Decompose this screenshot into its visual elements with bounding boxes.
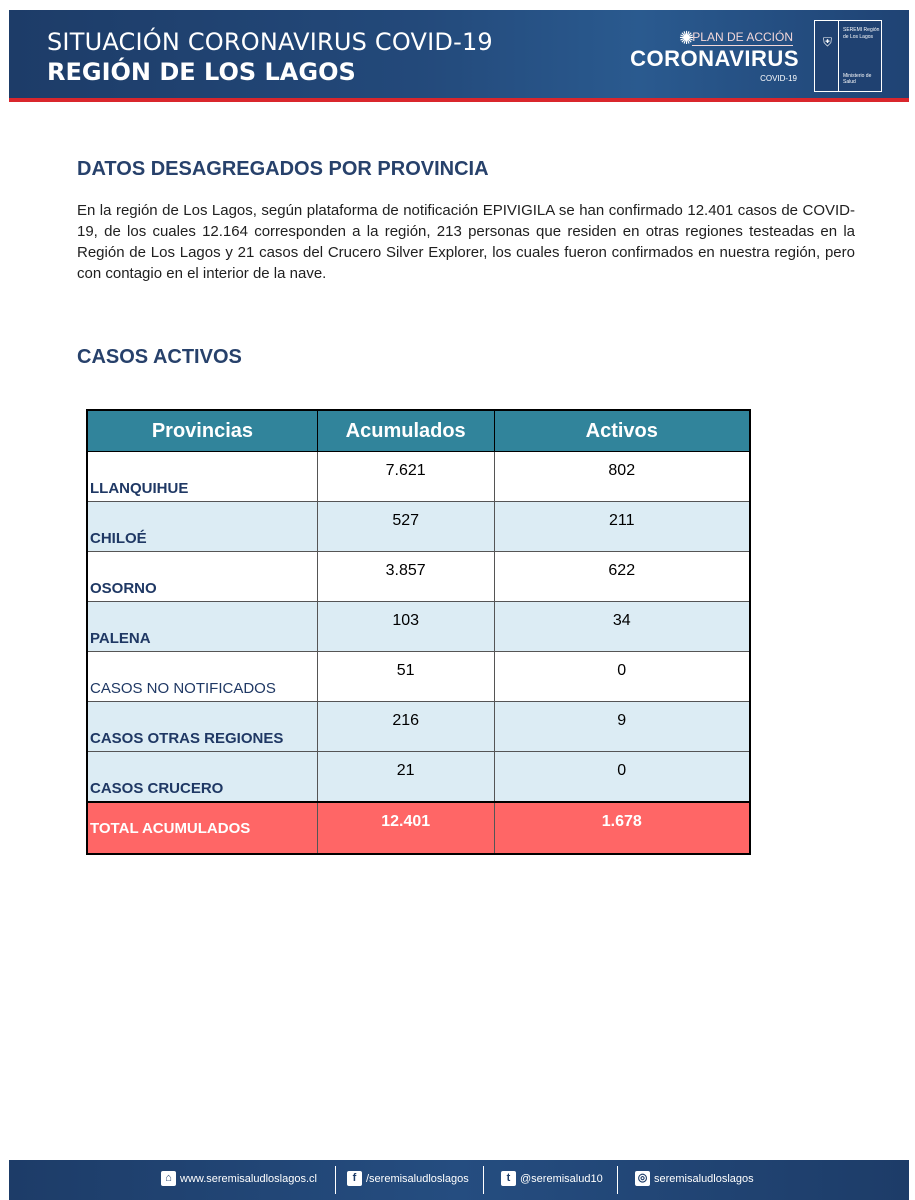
table-row — [87, 552, 750, 602]
badge-stripe — [815, 21, 839, 91]
table-header-row — [87, 410, 750, 452]
top-banner — [9, 10, 909, 102]
footer-banner — [9, 1160, 909, 1200]
row-activos: 0 — [494, 652, 750, 702]
table-row — [87, 602, 750, 652]
footer-instagram-text: seremisaludloslagos — [654, 1172, 754, 1185]
row-province: LLANQUIHUE — [87, 452, 317, 502]
footer-divider — [335, 1166, 336, 1194]
table-row — [87, 702, 750, 752]
coat-of-arms-icon: ⛨ — [823, 35, 833, 49]
header-activos: Activos — [494, 410, 750, 452]
total-acumulados: 12.401 — [317, 802, 494, 854]
row-province: CASOS NO NOTIFICADOS — [87, 652, 317, 702]
banner-title-line1: SITUACIÓN CORONAVIRUS COVID-19 — [47, 28, 493, 56]
header-acumulados: Acumulados — [317, 410, 494, 452]
row-acumulados: 103 — [317, 602, 494, 652]
table-row — [87, 452, 750, 502]
row-acumulados: 527 — [317, 502, 494, 552]
badge-bottom-text: Ministerio de Salud — [843, 73, 872, 85]
table-row — [87, 752, 750, 803]
section-title-casos-activos: CASOS ACTIVOS — [77, 346, 242, 368]
row-province: CHILOÉ — [87, 502, 317, 552]
coronavirus-label: CORONAVIRUS — [630, 46, 799, 71]
row-province: OSORNO — [87, 552, 317, 602]
footer-facebook[interactable] — [347, 1171, 469, 1186]
badge-top-text: SEREMI Región de Los Lagos — [843, 27, 880, 40]
twitter-icon: t — [501, 1171, 516, 1186]
footer-web[interactable] — [161, 1171, 317, 1186]
sunburst-icon: ✺ — [679, 28, 695, 48]
row-province: PALENA — [87, 602, 317, 652]
plan-accion-logo — [629, 24, 809, 90]
row-acumulados: 51 — [317, 652, 494, 702]
footer-divider — [617, 1166, 618, 1194]
footer-facebook-text: /seremisaludloslagos — [366, 1172, 469, 1185]
plan-accion-label: PLAN DE ACCIÓN — [692, 30, 793, 44]
footer-twitter-text: @seremisalud10 — [520, 1172, 603, 1185]
intro-paragraph: En la región de Los Lagos, según plataforma de notificación EPIVIGILA se han confirmado 12.401 casos de COVID-19, de los cuales 12.164 corresponden a la región, 213 personas que residen en otras regiones testeadas en la Región de Los Lagos y 21 casos del Crucero Silver Explorer, los cuales fueron confirmados en nuestra región, pero con contagio en el interior de la nave. — [77, 202, 855, 282]
row-acumulados: 21 — [317, 752, 494, 803]
total-row — [87, 802, 750, 854]
table-row — [87, 652, 750, 702]
footer-twitter[interactable] — [501, 1171, 603, 1186]
header-provincias: Provincias — [87, 410, 317, 452]
provinces-table — [86, 409, 751, 855]
footer-web-text: www.seremisaludloslagos.cl — [180, 1172, 317, 1185]
covid-label: COVID-19 — [760, 74, 797, 83]
instagram-icon: ◎ — [635, 1171, 650, 1186]
row-activos: 622 — [494, 552, 750, 602]
total-label: TOTAL ACUMULADOS — [87, 802, 317, 854]
footer-divider — [483, 1166, 484, 1194]
footer-instagram[interactable] — [635, 1171, 754, 1186]
row-activos: 802 — [494, 452, 750, 502]
row-acumulados: 216 — [317, 702, 494, 752]
row-activos: 34 — [494, 602, 750, 652]
facebook-icon: f — [347, 1171, 362, 1186]
row-province: CASOS CRUCERO — [87, 752, 317, 803]
banner-title-line2: REGIÓN DE LOS LAGOS — [47, 58, 356, 86]
row-acumulados: 7.621 — [317, 452, 494, 502]
row-activos: 0 — [494, 752, 750, 803]
section-title-provincias: DATOS DESAGREGADOS POR PROVINCIA — [77, 158, 489, 180]
table-row — [87, 502, 750, 552]
row-activos: 9 — [494, 702, 750, 752]
web-icon: ⌂ — [161, 1171, 176, 1186]
total-activos: 1.678 — [494, 802, 750, 854]
ministry-badge — [814, 20, 882, 92]
row-activos: 211 — [494, 502, 750, 552]
row-province: CASOS OTRAS REGIONES — [87, 702, 317, 752]
row-acumulados: 3.857 — [317, 552, 494, 602]
